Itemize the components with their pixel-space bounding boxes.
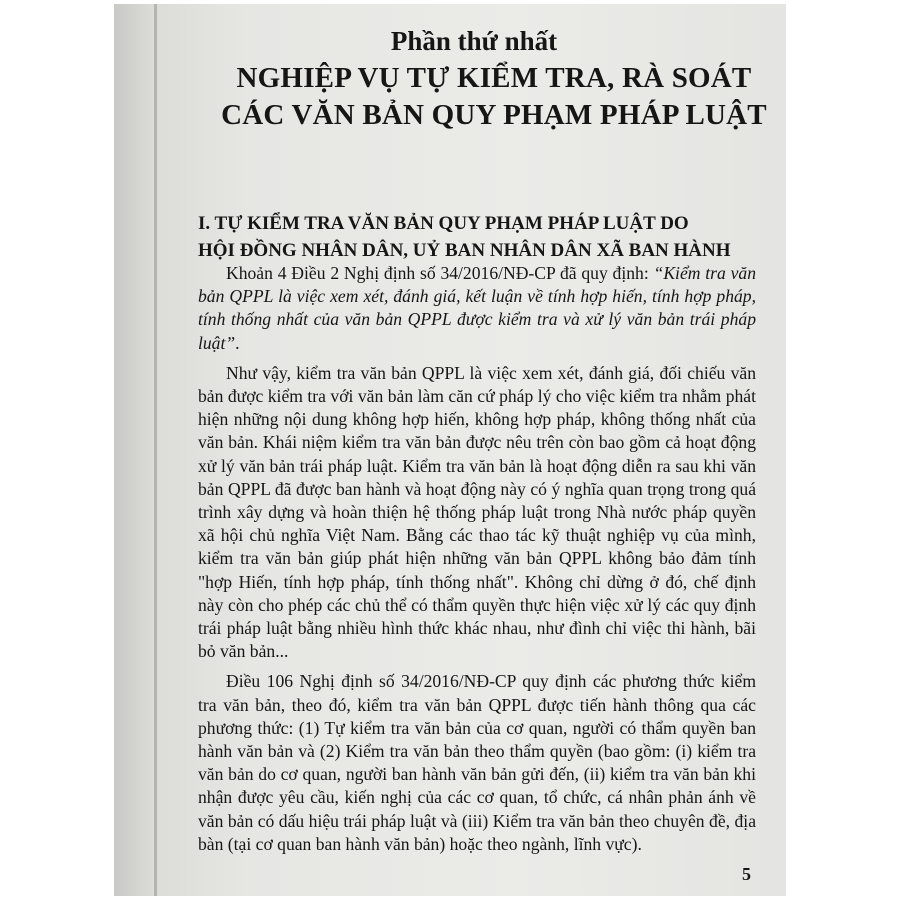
main-title [174,60,786,134]
part-title: Phần thứ nhất [390,26,558,56]
paragraph-1-end: . [235,332,240,353]
body-text [198,262,756,863]
main-title-line-1: NGHIỆP VỤ TỰ KIỂM TRA, RÀ SOÁT [236,62,752,94]
paragraph-1-lead: Khoản 4 Điều 2 Nghị định số 34/2016/NĐ-CP đã quy định: [226,263,654,283]
page-number: 5 [742,864,751,884]
paragraph-2: Như vậy, kiểm tra văn bản QPPL là việc xem xét, đánh giá, đối chiếu văn bản được kiểm tra với văn bản làm căn cứ pháp lý cho việc kiểm tra nhằm phát hiện những nội dung không hợp hiến, không hợp pháp, không thống nhất của văn bản. Khái niệm kiểm tra văn bản được nêu trên còn bao gồm cả hoạt động xử lý văn bản trái pháp luật. Kiểm tra văn bản là hoạt động diễn ra sau khi văn bản QPPL đã được ban hành và hoạt động này có ý nghĩa quan trọng trong quá trình xây dựng và hoàn thiện hệ thống pháp luật trong Nhà nước pháp quyền xã hội chủ nghĩa Việt Nam. Bằng các thao tác kỹ thuật nghiệp vụ của mình, kiểm tra văn bản giúp phát hiện những văn bản QPPL không bảo đảm tính "hợp Hiến, tính hợp pháp, tính thống nhất". Không chỉ dừng ở đó, chế định này còn cho phép các chủ thể có thẩm quyền thực hiện việc xử lý các quy định trái pháp luật bằng nhiều hình thức khác nhau, như đình chỉ việc thi hành, bãi bỏ văn bản... [198,362,756,662]
section-heading-line-1: I. TỰ KIỂM TRA VĂN BẢN QUY PHẠM PHÁP LUẬT DO [198,213,689,234]
book-page [114,4,786,896]
paragraph-1 [198,262,756,355]
section-heading [198,210,758,264]
section-heading-line-2: HỘI ĐỒNG NHÂN DÂN, UỶ BAN NHÂN DÂN XÃ BAN HÀNH [198,240,731,261]
page-binding-edge [154,4,157,896]
main-title-line-2: CÁC VĂN BẢN QUY PHẠM PHÁP LUẬT [221,99,767,131]
paragraph-1-quote: “Kiểm tra văn bản QPPL là việc xem xét, đánh giá, kết luận về tính hợp hiến, tính hợp pháp, tính thống nhất của văn bản QPPL được kiểm tra và xử lý văn bản trái pháp luật” [198,263,756,353]
paragraph-3: Điều 106 Nghị định số 34/2016/NĐ-CP quy định các phương thức kiểm tra văn bản, theo đó, kiểm tra văn bản QPPL được tiến hành thông qua các phương thức: (1) Tự kiểm tra văn bản của cơ quan, người có thẩm quyền ban hành văn bản và (2) Kiểm tra văn bản theo thẩm quyền (bao gồm: (i) kiểm tra văn bản do cơ quan, người ban hành văn bản gửi đến, (ii) kiểm tra văn bản khi nhận được yêu cầu, kiến nghị của các cơ quan, tổ chức, cá nhân phản ánh về văn bản có dấu hiệu trái pháp luật và (iii) Kiểm tra văn bản theo chuyên đề, địa bàn (tại cơ quan ban hành văn bản) hoặc theo ngành, lĩnh vực). [198,671,756,854]
